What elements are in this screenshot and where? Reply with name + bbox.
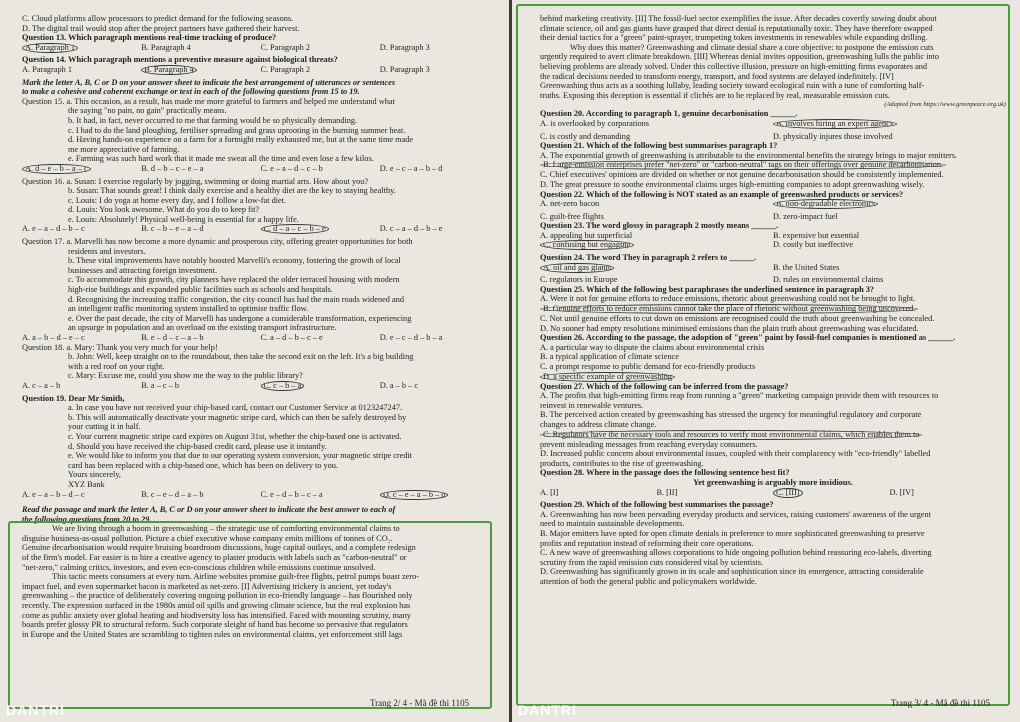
q29-option-b: B. Major emitters have opted for open climate denials in preference to more sophisticated greenwashing to preserve bbox=[540, 528, 925, 538]
q29-option-c: C. A new wave of greenwashing allows corporations to hide ongoing pollution behind reassuring eco-labels, diverting bbox=[540, 548, 932, 558]
q29-option-a: A. Greenwashing has now been pervading everyday products and services, raising customers' awareness of the urgent bbox=[540, 509, 931, 519]
page-footer: Trang 3/ 4 - Mã đề thi 1105 bbox=[890, 698, 990, 708]
passage-line: of the firm's model. Far easier is to hire a creative agency to plaster products with labels such as "carbon-neutral" or bbox=[22, 553, 407, 563]
passage-line: recently. The expression surfaced in the 1980s amid oil spills and growing climate science, but the real explosion has bbox=[22, 601, 411, 611]
passage-line: Why does this matter? Greenwashing and climate denial share a core objective: to postpone the emission cuts bbox=[570, 42, 934, 52]
passage-line: This tactic meets consumers at every turn. Airline websites promise guilt-free flights, petrol pumps boast zero- bbox=[52, 572, 420, 582]
q26-option-c: C. a prompt response to public demand for eco-friendly products bbox=[540, 362, 756, 371]
q17-line: residents and investors. bbox=[68, 246, 146, 256]
q19-option-c: C. e – d – b – c – a bbox=[260, 489, 323, 499]
q27-option-d-cont: products, contributes to the rise of greenwashing. bbox=[540, 458, 704, 468]
q15-line: me more appreciative of farming. bbox=[68, 144, 180, 154]
passage-line: We are living through a boom in greenwashing – the strategic use of comforting environmental claims to bbox=[52, 524, 400, 534]
q28-sentence: Yet greenwashing is arguably more insidious. bbox=[693, 477, 853, 487]
reading-instruction-line1: Read the passage and mark the letter A, B, C or D on your answer sheet to indicate the best answer to each of bbox=[22, 505, 396, 515]
q28-option-a: A. [I] bbox=[540, 487, 559, 497]
q13-option-a: A. Paragraph 1 bbox=[22, 43, 141, 56]
q16-option-a: A. e – a – d – b – c bbox=[22, 224, 85, 234]
q27-option-c-cont: prevent misleading messages from reaching everyday consumers. bbox=[540, 439, 758, 449]
q25-option-c: C. Not until genuine efforts to cut down on emissions are recognised could the truth about greenwashing be concealed. bbox=[540, 314, 935, 324]
q12-option-d: D. The digital trail would stop after the project partners have gathered their harvest. bbox=[22, 23, 300, 33]
q17-line: b. These vital improvements have notably boosted Marvelli's economy, fostering the growth of local bbox=[68, 256, 401, 266]
passage-line: urgently required to avert climate breakdown. [III] Whereas denial invites opposition, greenwashing lulls the public into bbox=[540, 52, 939, 62]
q28-option-d: D. [IV] bbox=[889, 487, 914, 497]
question-14: Question 14. Which paragraph mentions a preventive measure against biological threats? bbox=[22, 55, 338, 65]
passage-line: climate science, oil and gas giants have grasped that direct denial is reputationally toxic. They have therefore swapped bbox=[540, 23, 933, 33]
page-footer: Trang 2/ 4 - Mã đề thi 1105 bbox=[370, 698, 470, 708]
q18-options bbox=[22, 381, 499, 394]
q13-option-b: B. Paragraph 4 bbox=[141, 42, 191, 52]
q15-option-b: B. d – b – c – e – a bbox=[141, 163, 204, 173]
exam-page-2 bbox=[0, 0, 509, 722]
q17-options bbox=[22, 333, 499, 343]
passage-line: truths. Exposing this deception is essential if clichés are to be replaced by real, measurable emission cuts. bbox=[540, 90, 890, 100]
question-27: Question 27. Which of the following can be inferred from the passage? bbox=[540, 381, 789, 391]
q17-line: businesses and attracting foreign investment. bbox=[68, 265, 218, 275]
q14-option-d: D. Paragraph 3 bbox=[379, 64, 430, 74]
passage-line: the radical decisions needed to transform energy, transport, and food systems are delayed indefinitely. [IV] bbox=[540, 71, 894, 81]
q16-line: c. Louis: I do yoga at home every day, and I follow a low-fat diet. bbox=[68, 195, 287, 205]
q17-line: d. Recognising the increasing traffic congestion, the city council has had the main roads widened and bbox=[68, 294, 405, 304]
q22-option-b: B. non-degradable electronics bbox=[773, 199, 1006, 212]
reading-instruction-line2: the following questions from 20 to 29. bbox=[22, 514, 152, 524]
q17-line: e. Over the past decade, the city of Marvelli has undergone a considerable transformation, experiencing bbox=[68, 313, 412, 323]
q23-option-c: C. confusing but engaging bbox=[540, 240, 773, 253]
q16-line: e. Louis: Absolutely! Physical well-being is essential for a happy life. bbox=[68, 214, 299, 224]
q16-line: b. Susan: That sounds great! I think daily exercise and a healthy diet are the key to staying healthy. bbox=[68, 186, 396, 196]
q24-option-d: D. rules on environmental claims bbox=[773, 275, 884, 285]
q15-line: e. Farming was such hard work that it made me sweat all the time and even lose a few kilos. bbox=[68, 154, 374, 164]
q25-option-a: A. Were it not for genuine efforts to reduce emissions, rhetoric about greenwashing could not be brought to light. bbox=[540, 294, 916, 304]
q23-option-a: A. appealing but superficial bbox=[540, 230, 633, 240]
q18-line: Question 18. a. Mary: Thank you very much for your help! bbox=[22, 342, 218, 352]
highlight-box bbox=[8, 521, 492, 709]
passage-line: "net-zero," calming critics, investors, and even eco-conscious children while emissions continue unsolved. bbox=[22, 562, 376, 572]
q19-line: c. Your current magnetic stripe card expires on August 31st, whether the chip-based one is activated. bbox=[68, 431, 402, 441]
q19-option-a: A. e – a – b – d – c bbox=[22, 489, 85, 499]
q27-option-c: C. Regulators have the necessary tools and resources to verify most environmental claims, which enables them to bbox=[540, 430, 1006, 440]
passage-line: impact fuel, and even supermarket bacon is marketed as net-zero. [I] Advertising trickery is ancient, yet today's bbox=[22, 581, 392, 591]
q22-option-d: D. zero-impact fuel bbox=[773, 211, 838, 221]
passage-line: Genuine decarbonisation would require bruising boardroom discussions, huge capital outlays, and a complete redesign bbox=[22, 543, 416, 553]
q14-options bbox=[22, 65, 499, 78]
question-23: Question 23. The word glossy in paragraph 2 mostly means ______. bbox=[540, 221, 779, 231]
q17-option-b: B. e – d – c – a – b bbox=[141, 333, 204, 342]
q19-line: card has been replaced with a chip-based one, which has been on delivery to you. bbox=[68, 460, 339, 470]
passage-line: boards prefer glossy PR to structural reform. Such corporate sleight of hand has become so pervasive that regulators bbox=[22, 620, 408, 630]
q15-option-d: D. e – c – a – b – d bbox=[379, 163, 443, 173]
passage-line: in Europe and the United States are scrambling to tighten rules on environmental claims, yet enforcement still lags bbox=[22, 629, 403, 639]
q19-line: XYZ Bank bbox=[68, 479, 105, 489]
passage-line: their denial tactics for a "green" paint-sprayer, trumpeting token investments in renewables while expanding drilling. bbox=[540, 33, 928, 43]
q13-option-c: C. Paragraph 2 bbox=[260, 42, 311, 52]
question-28: Question 28. Where in the passage does the following sentence best fit? bbox=[540, 468, 790, 478]
q16-option-b: B. c – b – e – a – d bbox=[141, 224, 204, 234]
q13-option-d: D. Paragraph 3 bbox=[379, 42, 430, 52]
question-17 bbox=[22, 237, 499, 333]
q21-option-d: D. The great pressure to soothe environmental claims urges high-emitting companies to adopt greenwashing wisely. bbox=[540, 179, 925, 189]
q17-line: c. To accommodate this growth, city planners have replaced the older terraced housing with modern bbox=[68, 275, 400, 285]
q29-option-d-cont: attention of both the general public and policymakers worldwide. bbox=[540, 576, 757, 586]
q19-option-b: B. c – e – d – a – b bbox=[141, 489, 204, 499]
q15-option-c: C. e – a – d – c – b bbox=[260, 163, 323, 173]
q25-option-d: D. No sooner had empty resolutions minimised emissions than the plain truth about greenwashing was elucidated. bbox=[540, 323, 919, 333]
q15-option-a: A. d – e – b – a – c bbox=[22, 164, 141, 177]
q27-option-a-cont: reinvest in renewable ventures. bbox=[540, 400, 644, 410]
passage-line: come as public anxiety over global heating and biodiversity loss has intensified. Faced with mounting scrutiny, many bbox=[22, 610, 411, 620]
question-15 bbox=[22, 97, 499, 164]
q18-line: b. John: Well, keep straight on to the roundabout, then take the second exit on the left. It's a big building bbox=[68, 352, 414, 362]
q17-line: Question 17. a. Marvelli has now become a more dynamic and prosperous city, offering greater opportunities for both bbox=[22, 237, 413, 247]
question-26: Question 26. According to the passage, the adoption of "green" paint by fossil-fuel companies is mentioned as ______. bbox=[540, 333, 956, 343]
exam-page-3 bbox=[512, 0, 1020, 722]
question-29: Question 29. Which of the following best summarises the passage? bbox=[540, 500, 774, 510]
q26-option-a: A. a particular way to dispute the claims about environmental crisis bbox=[540, 342, 765, 352]
passage-line: disguise business-as-usual pollution. Picture a chief executive whose company emits millions of tonnes of CO₂. bbox=[22, 533, 393, 543]
q27-option-b-cont: changes to address climate change. bbox=[540, 419, 657, 429]
q19-line: Question 19. Dear Mr Smith, bbox=[22, 393, 125, 403]
q18-option-d: D. a – b – c bbox=[379, 380, 418, 390]
q16-options bbox=[22, 224, 499, 237]
q21-option-b: B. Large-emission enterprises prefer "net-zero" or "carbon-neutral" tags on their offerings over genuine decarbonisation. bbox=[540, 160, 1006, 170]
q20-option-b: B. involves hiring an expert agency bbox=[773, 119, 1006, 132]
q18-option-b: B. a – c – b bbox=[141, 380, 180, 390]
q17-option-a: A. a – b – d – e – c bbox=[22, 333, 85, 342]
passage-source: (Adapted from https://www.greenpeace.org.uk) bbox=[884, 101, 1006, 109]
q19-line: b. This will automatically deactivate your magnetic stripe card, which can then be safely destroyed by bbox=[68, 412, 407, 422]
q18-option-c: C. c – b – a bbox=[261, 381, 380, 394]
q26-option-b: B. a typical application of climate science bbox=[540, 352, 679, 362]
q22-option-a: A. net-zero bacon bbox=[540, 199, 600, 209]
question-24: Question 24. The word They in paragraph 2 refers to ______. bbox=[540, 253, 757, 263]
q16-option-c: C. d – a – c – b – e bbox=[261, 224, 380, 237]
q19-options bbox=[22, 490, 499, 503]
q25-option-b: B. Genuine efforts to reduce emissions cannot take the place of rhetoric without greenwashing being uncovered. bbox=[540, 304, 1006, 314]
q16-line: Question 16. a. Susan: I exercise regularly by jogging, swimming or doing martial arts. How about you? bbox=[22, 176, 369, 186]
q18-option-a: A. c – a – b bbox=[22, 380, 61, 390]
q14-option-b: B. Paragraph 4 bbox=[141, 65, 260, 78]
q15-line: Question 15. a. This occasion, as a result, has made me more grateful to farmers and helped me understand what bbox=[22, 96, 395, 106]
q29-option-b-cont: profits and reputation instead of reforming their core operations. bbox=[540, 538, 754, 548]
question-25: Question 25. Which of the following best paraphrases the underlined sentence in paragraph 3? bbox=[540, 284, 875, 294]
q14-option-c: C. Paragraph 2 bbox=[260, 64, 311, 74]
q16-line: d. Louis: You look awesome. What do you do to keep fit? bbox=[68, 205, 260, 215]
q28-option-b: B. [II] bbox=[656, 487, 678, 497]
q15-line: c. I had to do the land ploughing, fertiliser spreading and grass uprooting in the burning summer heat. bbox=[68, 125, 406, 135]
q15-line: the saying "no pain, no gain" practically means. bbox=[68, 106, 227, 116]
q21-option-a: A. The exponential growth of greenwashing is attributable to the environmental benefits the strategy brings to major emitters. bbox=[540, 150, 958, 160]
q18-line: c. Mary: Excuse me, could you show me the way to the public library? bbox=[68, 371, 303, 381]
question-16 bbox=[22, 177, 499, 225]
q17-line: high-rise buildings and expanded public facilities such as schools and hospitals. bbox=[68, 285, 333, 295]
q19-option-d: D. c – e – a – b – d bbox=[380, 490, 499, 503]
q26-option-d: D. a specific example of greenwashing bbox=[540, 372, 1006, 382]
q19-line: e. We would like to inform you that due to our operating system conversion, your magnetic stripe credit bbox=[68, 451, 413, 461]
q23-option-d: D. costly but ineffective bbox=[773, 240, 854, 250]
q15-line: b. It had, in fact, never occurred to me that farming would be so physically demanding. bbox=[68, 115, 358, 125]
q15-options bbox=[22, 164, 499, 177]
q20-option-d: D. physically injures those involved bbox=[773, 131, 893, 141]
q19-line: d. Should you have received the chip-based credit card, please use it instantly. bbox=[68, 441, 327, 451]
q17-line: an intelligent traffic monitoring system installed to optimise traffic flow. bbox=[68, 304, 309, 314]
passage-line: greenwashing – the practice of deliberately covering ongoing pollution in eco-friendly language – has flourished only bbox=[22, 591, 413, 601]
passage-line: believing problems are already solved. Under this collective illusion, pressure on high-emitting firms evaporates and bbox=[540, 61, 928, 71]
q17-line: an upsurge in population and an overload on the existing transport infrastructure. bbox=[68, 323, 337, 333]
q29-option-a-cont: need to maintain sustainable developments. bbox=[540, 519, 685, 529]
q22-option-c: C. guilt-free flights bbox=[540, 211, 604, 221]
dantri-logo: DANTRI bbox=[518, 702, 577, 718]
q19-line: your cutting it in half. bbox=[68, 422, 141, 432]
q13-options bbox=[22, 43, 499, 56]
q29-option-c-cont: scrutiny from the rapid emission cuts considered vital by scientists. bbox=[540, 557, 764, 567]
q18-line: with a red roof on your right. bbox=[68, 361, 165, 371]
q28-option-c: C. [III] bbox=[773, 488, 890, 501]
q17-option-d: D. e – c – d – b – a bbox=[379, 333, 443, 342]
q12-option-c: C. Cloud platforms allow processors to predict demand for the following seasons. bbox=[22, 14, 294, 23]
question-18 bbox=[22, 343, 499, 381]
question-19 bbox=[22, 394, 499, 490]
q24-option-b: B. the United States bbox=[773, 262, 840, 272]
q24-option-c: C. regulators in Europe bbox=[540, 275, 618, 285]
q21-option-c: C. Chief executives' opinions are divided on whether or not genuine decarbonisation should be consistently implemented. bbox=[540, 170, 944, 180]
q24-option-a: A. oil and gas giants bbox=[540, 263, 773, 276]
q27-option-a: A. The profits that high-emitting firms reap from running a "green" marketing campaign provide them with resources to bbox=[540, 391, 939, 401]
instruction-15-19-line1: Mark the letter A, B, C or D on your answer sheet to indicate the best arrangement of utterances or sentences bbox=[22, 77, 396, 87]
question-21: Question 21. Which of the following best summarises paragraph 1? bbox=[540, 141, 778, 151]
question-13: Question 13. Which paragraph mentions real-time tracking of produce? bbox=[22, 33, 277, 43]
q27-option-d: D. Increased public concern about environmental issues, coupled with their complacency with "eco-friendly" labelled bbox=[540, 449, 931, 459]
q17-option-c: C. a – d – b – c – e bbox=[260, 333, 323, 342]
q27-option-b: B. The perceived action created by greenwashing has stressed the urgency for meaningful regulatory and corporate bbox=[540, 410, 922, 420]
q20-option-c: C. is costly and demanding bbox=[540, 131, 631, 141]
q19-line: a. In case you have not received your chip-based card, contact our Customer Service at 0123247247. bbox=[68, 403, 403, 413]
dantri-logo: DANTRI bbox=[6, 702, 65, 718]
q16-option-d: D. c – a – d – b – e bbox=[379, 224, 443, 234]
q23-option-b: B. expensive but essential bbox=[773, 230, 860, 240]
question-20: Question 20. According to paragraph 1, genuine decarbonisation ______. bbox=[540, 109, 798, 119]
q29-option-d: D. Greenwashing has significantly grown in its scale and sophistication since its emergence, attracting considerable bbox=[540, 567, 924, 577]
q19-line: Yours sincerely, bbox=[68, 470, 122, 480]
passage-line: Greenwashing thus acts as a soothing lullaby, leading society toward ecological ruin with a tune of comforting half- bbox=[540, 81, 925, 91]
question-22: Question 22. Which of the following is NOT stated as an example of greenwashed products or services? bbox=[540, 189, 904, 199]
q15-line: d. Having hands-on experience on a farm for a fortnight really exhausted me, but at the same time made bbox=[68, 135, 414, 145]
q14-option-a: A. Paragraph 1 bbox=[22, 64, 72, 74]
instruction-15-19-line2: to make a cohesive and coherent exchange or text in each of the following questions from 15 to 19. bbox=[22, 87, 360, 97]
passage-line: behind marketing creativity. [II] The fossil-fuel sector exemplifies the issue. After decades covertly sowing doubt about bbox=[540, 14, 937, 23]
highlight-box bbox=[516, 4, 1010, 706]
q20-option-a: A. is overlooked by corporations bbox=[540, 118, 649, 128]
